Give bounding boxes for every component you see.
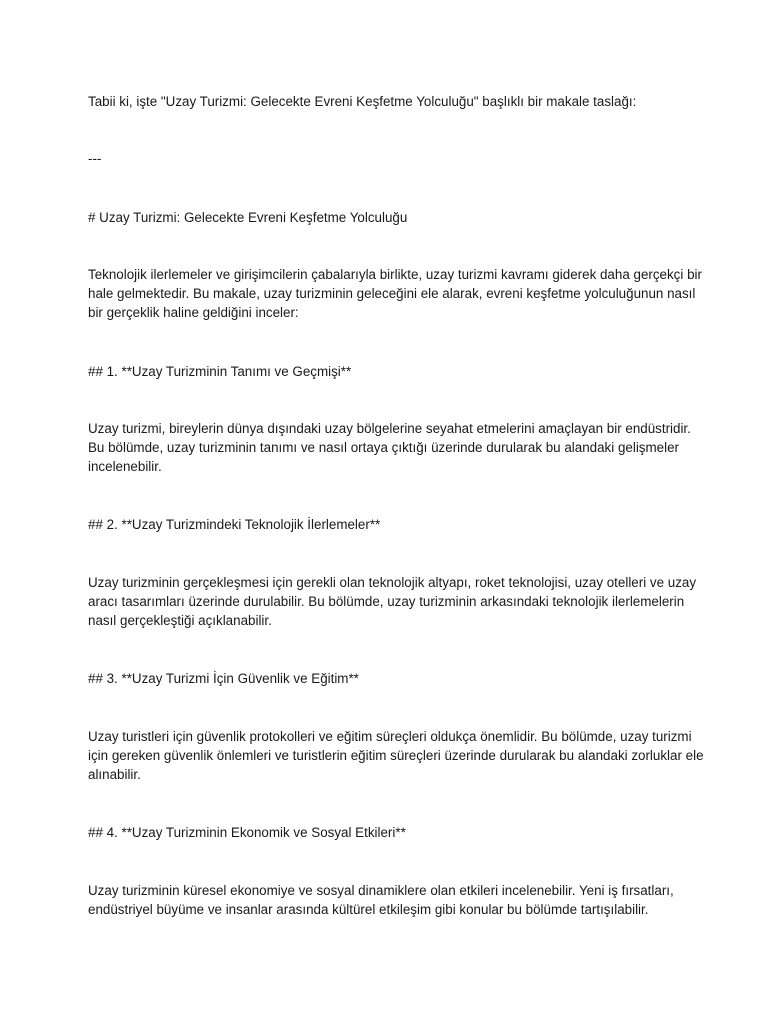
intro-paragraph-line: bir gerçeklik haline geldiğini inceler: <box>88 305 299 320</box>
section-paragraph-line: endüstriyel büyüme ve insanlar arasında kültürel etkileşim gibi konular bu bölümde tartışılabilir. <box>88 902 649 917</box>
separator: --- <box>88 151 102 166</box>
section-paragraph-line: Uzay turizmi, bireylerin dünya dışındaki uzay bölgelerine seyahat etmelerini amaçlayan bir endüstridir. <box>88 421 691 436</box>
section-paragraph-line: Uzay turizminin küresel ekonomiye ve sosyal dinamiklere olan etkileri incelenebilir. Yeni iş fırsatları, <box>88 883 674 898</box>
section-paragraph-line: Uzay turizminin gerçekleşmesi için gerekli olan teknolojik altyapı, roket teknolojisi, uzay otelleri ve uzay <box>88 575 697 590</box>
section-heading: ## 2. **Uzay Turizmindeki Teknolojik İlerlemeler** <box>88 517 381 532</box>
section-paragraph-line: nasıl gerçekleştiği açıklanabilir. <box>88 613 272 628</box>
section-paragraph-line: için gereken güvenlik önlemleri ve turistlerin eğitim süreçleri üzerinde durularak bu alandaki zorluklar ele <box>88 748 704 763</box>
section-paragraph-line: incelenebilir. <box>88 459 162 474</box>
section-heading: ## 3. **Uzay Turizmi İçin Güvenlik ve Eğitim** <box>88 671 359 686</box>
document-title: # Uzay Turizmi: Gelecekte Evreni Keşfetme Yolculuğu <box>88 210 408 225</box>
section-paragraph-line: alınabilir. <box>88 767 141 782</box>
intro-line: Tabii ki, işte "Uzay Turizmi: Gelecekte Evreni Keşfetme Yolculuğu" başlıklı bir makale taslağı: <box>88 94 637 109</box>
section-paragraph-line: Uzay turistleri için güvenlik protokolleri ve eğitim süreçleri oldukça önemlidir. Bu bölümde, uzay turizmi <box>88 729 692 744</box>
section-heading: ## 1. **Uzay Turizminin Tanımı ve Geçmişi** <box>88 364 352 379</box>
section-paragraph-line: aracı tasarımları üzerinde durulabilir. Bu bölümde, uzay turizminin arkasındaki teknolojik ilerlemelerin <box>88 594 685 609</box>
intro-paragraph-line: hale gelmektedir. Bu makale, uzay turizminin geleceğini ele alarak, evreni keşfetme yolculuğunun nasıl <box>88 286 696 301</box>
section-paragraph-line: Bu bölümde, uzay turizminin tanımı ve nasıl ortaya çıktığı üzerinde durularak bu alandaki gelişmeler <box>88 440 679 455</box>
intro-paragraph-line: Teknolojik ilerlemeler ve girişimcilerin çabalarıyla birlikte, uzay turizmi kavramı giderek daha gerçekçi bir <box>88 267 702 282</box>
section-heading: ## 4. **Uzay Turizminin Ekonomik ve Sosyal Etkileri** <box>88 825 406 840</box>
